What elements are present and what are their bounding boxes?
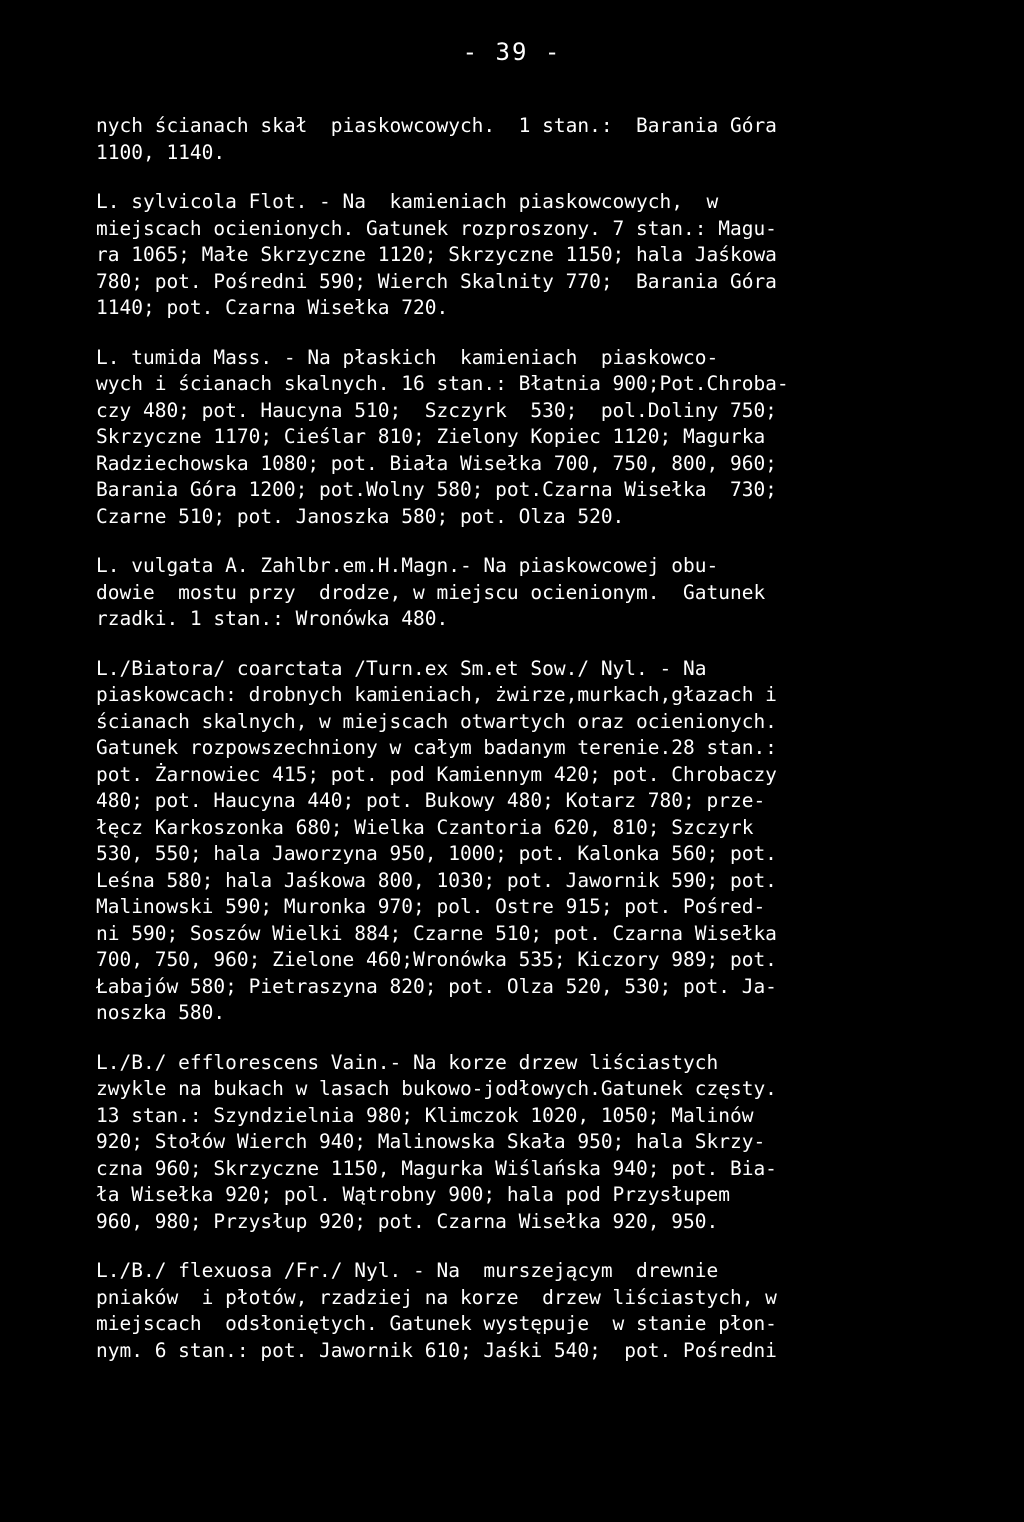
text-line: Czarne 510; pot. Janoszka 580; pot. Olza 520. — [96, 504, 625, 528]
text-line: L./B./ flexuosa /Fr./ Nyl. - Na murszejącym drewnie — [96, 1259, 719, 1282]
page-number: - 39 - — [462, 38, 562, 66]
text-line: 780; pot. Pośredni 590; Wierch Skalnity 770; Barania Góra — [96, 269, 777, 293]
paragraph — [96, 113, 932, 166]
text-line: Gatunek rozpowszechniony w całym badanym terenie.28 stan.: — [96, 736, 777, 759]
text-line: nym. 6 stan.: pot. Jawornik 610; Jaśki 540; pot. Pośredni — [96, 1338, 777, 1362]
text-line: Łabajów 580; Pietraszyna 820; pot. Olza 520, 530; pot. Ja- — [96, 974, 777, 998]
paragraph — [96, 1258, 932, 1364]
text-line: piaskowcach: drobnych kamieniach, żwirze,murkach,głazach i — [96, 683, 777, 706]
text-line: 920; Stołów Wierch 940; Malinowska Skała 950; hala Skrzy- — [96, 1130, 766, 1153]
text-line: czy 480; pot. Haucyna 510; Szczyrk 530; pol.Doliny 750; — [96, 398, 777, 422]
text-line: 960, 980; Przysłup 920; pot. Czarna Wisełka 920, 950. — [96, 1209, 719, 1233]
text-line: Radziechowska 1080; pot. Biała Wisełka 700, 750, 800, 960; — [96, 451, 777, 475]
paragraph — [96, 553, 932, 633]
text-line: L. tumida Mass. - Na płaskich kamieniach piaskowco- — [96, 345, 719, 369]
text-line: 700, 750, 960; Zielone 460;Wronówka 535; Kiczory 989; pot. — [96, 948, 777, 971]
text-line: Malinowski 590; Muronka 970; pol. Ostre 915; pot. Pośred- — [96, 895, 766, 918]
document-body — [96, 113, 932, 1387]
paragraph — [96, 1050, 932, 1236]
text-line: L. vulgata A. Zahlbr.em.H.Magn.- Na piaskowcowej obu- — [96, 554, 719, 577]
text-line: wych i ścianach skalnych. 16 stan.: Błatnia 900;Pot.Chroba- — [96, 372, 789, 395]
paragraph — [96, 345, 932, 531]
text-line: łęcz Karkoszonka 680; Wielka Czantoria 620, 810; Szczyrk — [96, 815, 754, 839]
text-line: Leśna 580; hala Jaśkowa 800, 1030; pot. Jawornik 590; pot. — [96, 868, 777, 892]
text-line: ra 1065; Małe Skrzyczne 1120; Skrzyczne 1150; hala Jaśkowa — [96, 243, 777, 266]
text-line: ścianach skalnych, w miejscach otwartych oraz ocienionych. — [96, 709, 777, 733]
text-line: 1140; pot. Czarna Wisełka 720. — [96, 296, 449, 319]
text-line: pniaków i płotów, rzadziej na korze drzew liściastych, w — [96, 1285, 777, 1309]
text-line: Barania Góra 1200; pot.Wolny 580; pot.Czarna Wisełka 730; — [96, 478, 777, 501]
text-line: miejscach ocienionych. Gatunek rozproszony. 7 stan.: Magu- — [96, 216, 777, 240]
text-line: 1100, 1140. — [96, 140, 226, 164]
text-line: rzadki. 1 stan.: Wronówka 480. — [96, 607, 449, 630]
text-line: 530, 550; hala Jaworzyna 950, 1000; pot. Kalonka 560; pot. — [96, 842, 777, 865]
paragraph — [96, 656, 932, 1027]
text-line: czna 960; Skrzyczne 1150, Magurka Wiślańska 940; pot. Bia- — [96, 1156, 777, 1180]
text-line: L./Biatora/ coarctata /Turn.ex Sm.et Sow./ Nyl. - Na — [96, 656, 707, 680]
text-line: ła Wisełka 920; pol. Wątrobny 900; hala pod Przysłupem — [96, 1183, 730, 1206]
text-line: 480; pot. Haucyna 440; pot. Bukowy 480; Kotarz 780; prze- — [96, 789, 766, 812]
text-line: dowie mostu przy drodze, w miejscu ocienionym. Gatunek — [96, 580, 766, 604]
text-line: nych ścianach skał piaskowcowych. 1 stan.: Barania Góra — [96, 114, 777, 137]
text-line: miejscach odsłoniętych. Gatunek występuje w stanie płon- — [96, 1312, 777, 1335]
text-line: L./B./ efflorescens Vain.- Na korze drzew liściastych — [96, 1050, 719, 1074]
text-line: 13 stan.: Szyndzielnia 980; Klimczok 1020, 1050; Malinów — [96, 1103, 754, 1127]
text-line: pot. Żarnowiec 415; pot. pod Kamiennym 420; pot. Chrobaczy — [96, 762, 777, 786]
text-line: zwykle na bukach w lasach bukowo-jodłowych.Gatunek częsty. — [96, 1077, 777, 1100]
text-line: noszka 580. — [96, 1001, 226, 1024]
text-line: ni 590; Soszów Wielki 884; Czarne 510; pot. Czarna Wisełka — [96, 921, 777, 945]
paragraph — [96, 189, 932, 322]
text-line: L. sylvicola Flot. - Na kamieniach piaskowcowych, w — [96, 190, 719, 213]
text-line: Skrzyczne 1170; Cieślar 810; Zielony Kopiec 1120; Magurka — [96, 425, 766, 448]
